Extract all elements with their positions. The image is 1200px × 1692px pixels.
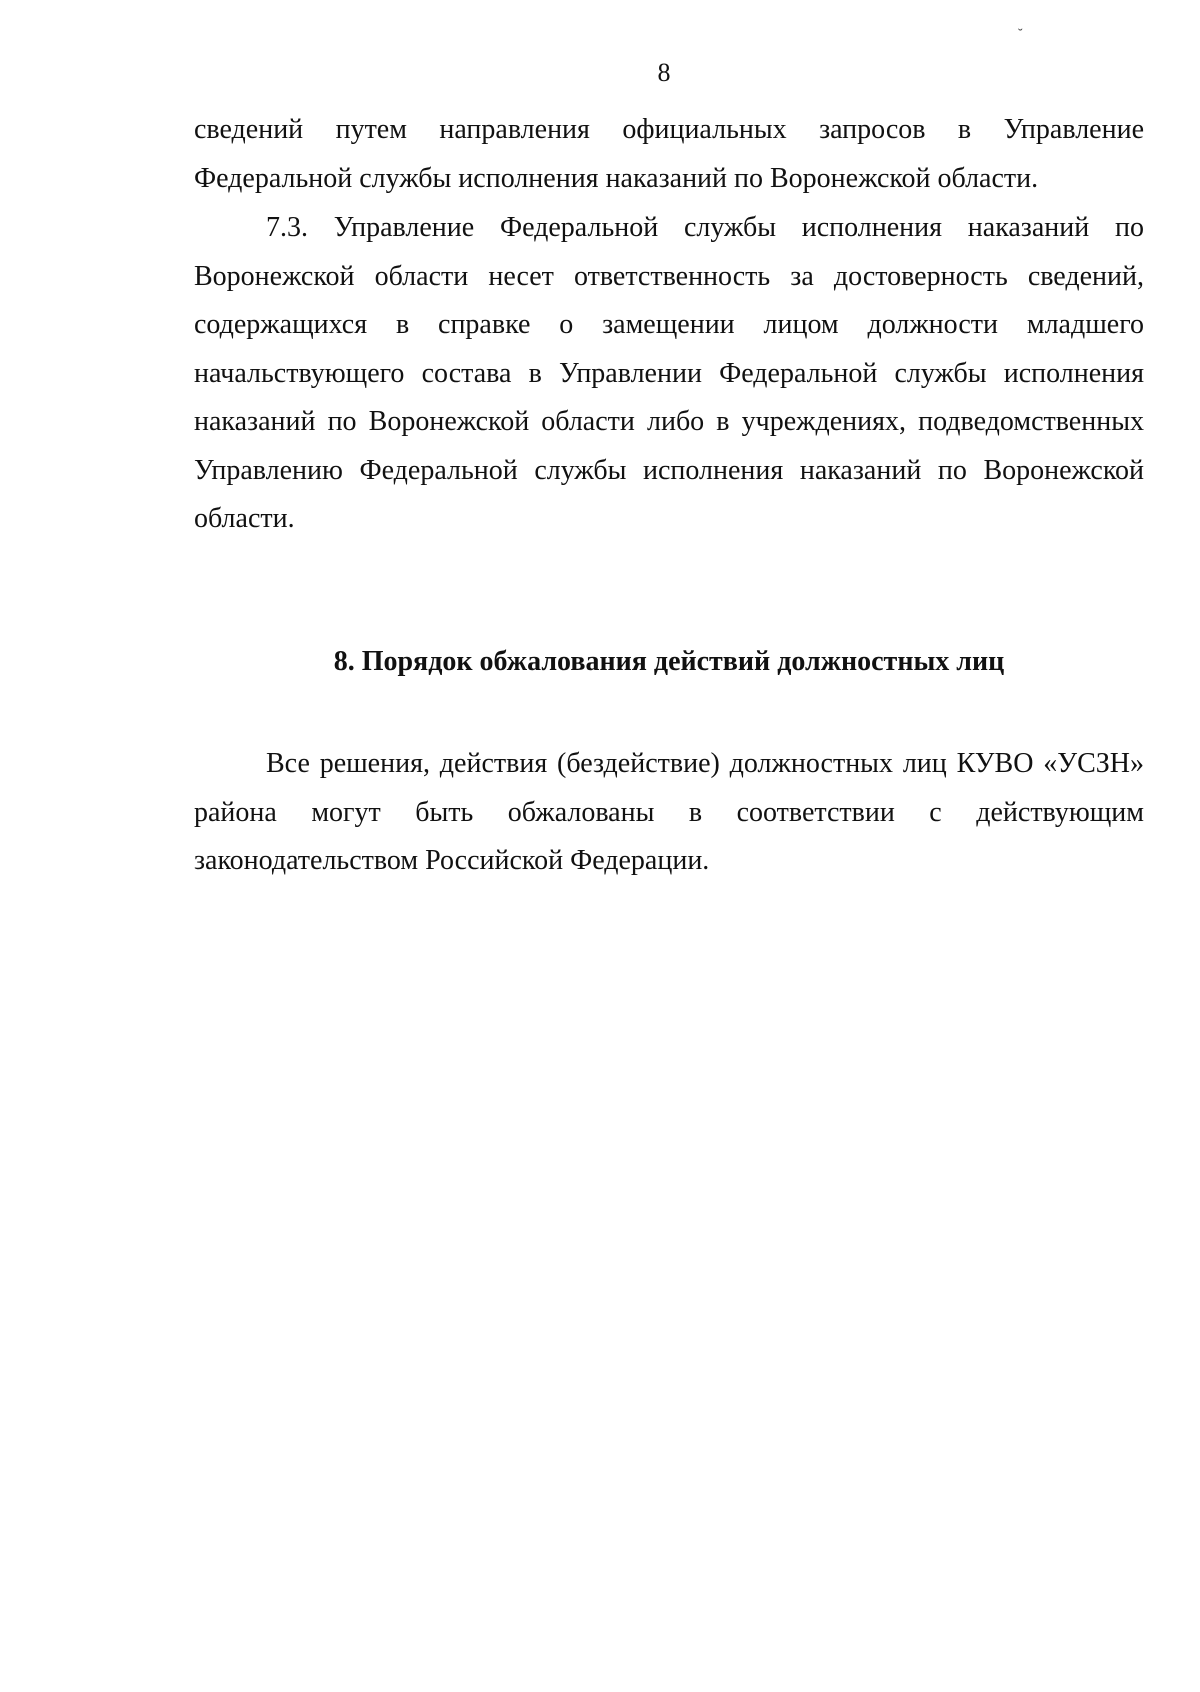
paragraph-continuation — [194, 106, 1144, 203]
text-line: сведений путем направления официальных запросов в Управление — [194, 114, 1144, 145]
section-heading: 8. Порядок обжалования действий должностных лиц — [333, 646, 1005, 677]
text-line: Воронежской области несет ответственность за достоверность сведений, — [194, 260, 1144, 292]
text-line: наказаний по Воронежской области либо в учреждениях, подведомственных — [194, 406, 1144, 437]
text-line: содержащихся в справке о замещении лицом должности младшего — [194, 309, 1144, 340]
paragraph-item-7-3 — [194, 204, 1144, 544]
text-line: Федеральной службы исполнения наказаний по Воронежской области. — [194, 162, 1039, 194]
page-number: 8 — [657, 58, 671, 87]
text-line: области. — [194, 503, 295, 534]
text-line: Все решения, действия (бездействие) должностных лиц КУВО «УСЗН» — [266, 748, 1144, 779]
text-line: района могут быть обжалованы в соответствии с действующим — [194, 796, 1144, 828]
text-line: начальствующего состава в Управлении Федеральной службы исполнения — [194, 357, 1144, 389]
text-line: 7.3. Управление Федеральной службы исполнения наказаний по — [266, 212, 1144, 243]
paragraph-section-8 — [194, 740, 1144, 886]
corner-mark: ˘ — [1018, 27, 1023, 42]
text-line: законодательством Российской Федерации. — [194, 845, 710, 876]
text-line: Управлению Федеральной службы исполнения наказаний по Воронежской — [194, 454, 1144, 486]
